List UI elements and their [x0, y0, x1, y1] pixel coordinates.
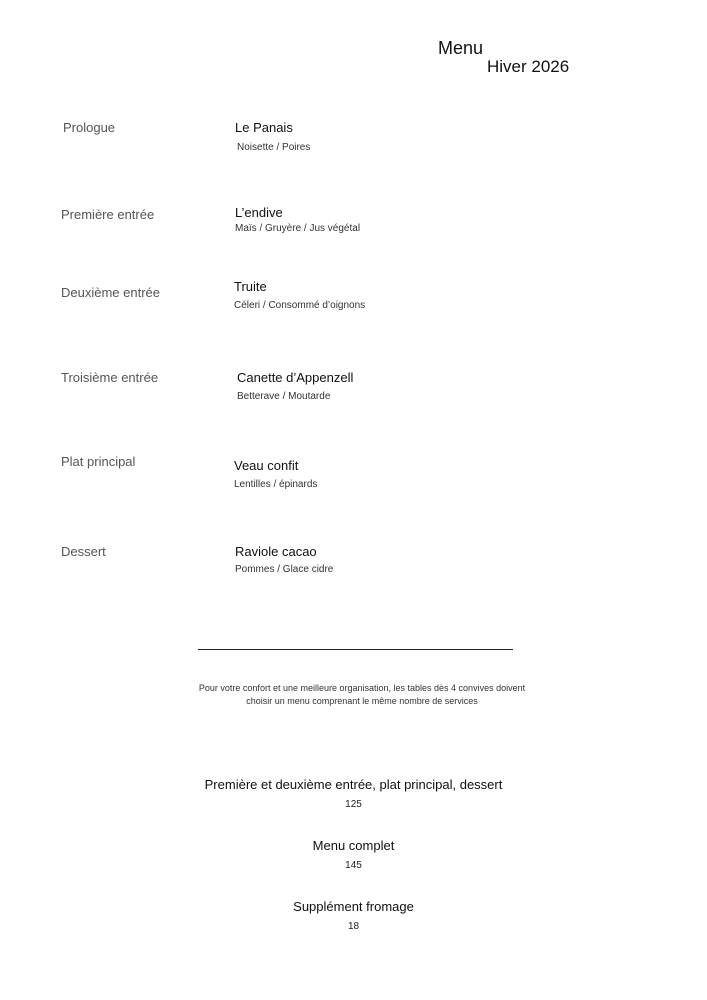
- price-option-four-courses: [0, 777, 707, 810]
- course-label-deuxieme-entree: Deuxième entrée: [61, 285, 160, 300]
- price-option-value: 18: [347, 921, 360, 932]
- course-label-premiere-entree: Première entrée: [61, 207, 155, 222]
- course-label-dessert: Dessert: [61, 544, 106, 559]
- course-dish-prologue: Le Panais: [235, 120, 293, 135]
- course-details-premiere-entree: Maïs / Gruyère / Jus végétal: [235, 223, 361, 234]
- price-option-full-menu: [0, 838, 707, 871]
- course-dish-dessert: Raviole cacao: [235, 544, 317, 559]
- course-details-deuxieme-entree: Céleri / Consommé d’oignons: [234, 300, 366, 311]
- course-dish-premiere-entree: L’endive: [235, 205, 283, 220]
- course-details-prologue: Noisette / Poires: [237, 142, 311, 153]
- menu-season: Hiver 2026: [487, 57, 570, 76]
- course-dish-troisieme-entree: Canette d’Appenzell: [237, 370, 354, 385]
- price-option-value: 125: [345, 799, 362, 810]
- notice-line-2: choisir un menu comprenant le même nombre de services: [246, 696, 478, 706]
- price-option-title: Menu complet: [312, 838, 395, 853]
- course-dish-plat-principal: Veau confit: [234, 458, 299, 473]
- course-dish-deuxieme-entree: Truite: [234, 279, 267, 294]
- notice-line-1: Pour votre confort et une meilleure organisation, les tables dès 4 convives doivent: [198, 683, 526, 693]
- course-details-troisieme-entree: Betterave / Moutarde: [237, 391, 331, 402]
- price-option-cheese-supplement: [0, 899, 707, 932]
- price-option-value: 145: [345, 860, 362, 871]
- course-details-plat-principal: Lentilles / épinards: [234, 479, 318, 490]
- table-policy-notice: [153, 682, 571, 708]
- course-label-plat-principal: Plat principal: [61, 454, 136, 469]
- course-label-troisieme-entree: Troisième entrée: [61, 370, 159, 385]
- course-details-dessert: Pommes / Glace cidre: [235, 564, 334, 575]
- section-divider: [198, 649, 513, 650]
- menu-title: Menu: [438, 38, 484, 58]
- price-option-title: Première et deuxième entrée, plat principal, dessert: [204, 777, 503, 792]
- course-label-prologue: Prologue: [63, 120, 116, 135]
- price-option-title: Supplément fromage: [293, 899, 414, 914]
